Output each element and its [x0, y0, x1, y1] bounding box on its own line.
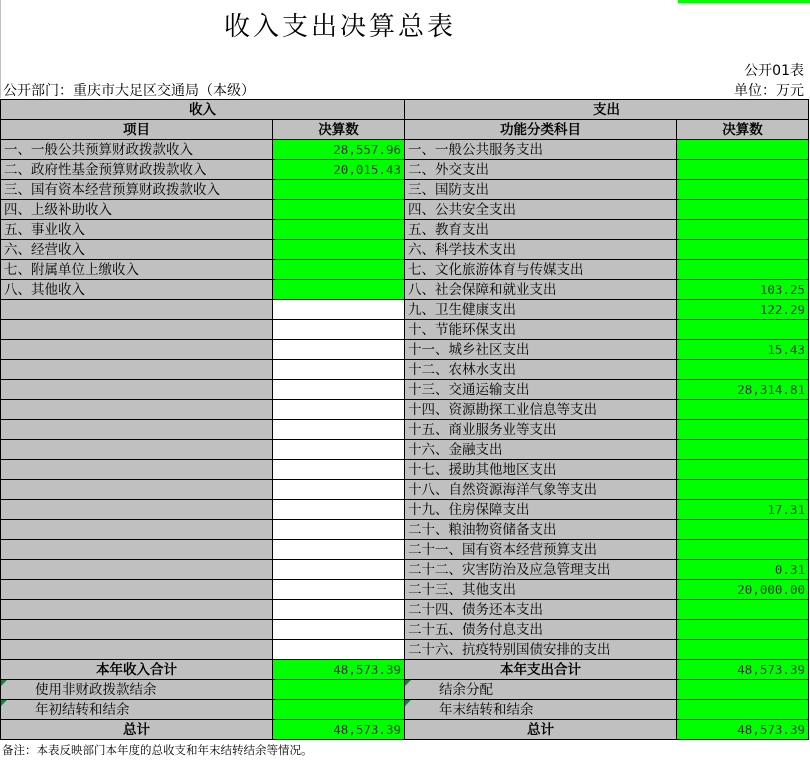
expense-item-label: 二十、粮油物资储备支出 — [405, 520, 677, 540]
grand-total-expense-label: 总计 — [405, 720, 677, 740]
income-total-value: 48,573.39 — [273, 660, 405, 680]
table-row — [1, 180, 809, 200]
income-empty-value — [273, 340, 405, 360]
income-item-value: 28,557.96 — [273, 140, 405, 160]
table-row — [1, 500, 809, 520]
income-empty-label — [1, 520, 273, 540]
table-row — [1, 300, 809, 320]
expense-item-label: 八、社会保障和就业支出 — [405, 280, 677, 300]
expense-total-label: 本年支出合计 — [405, 660, 677, 680]
table-row — [1, 320, 809, 340]
expense-item-value — [677, 600, 809, 620]
income-empty-label — [1, 580, 273, 600]
expense-item-value — [677, 460, 809, 480]
income-extra-label: 年初结转和结余 — [1, 700, 273, 720]
table-row — [1, 360, 809, 380]
expense-amount-header: 决算数 — [677, 120, 809, 140]
page-title: 收入支出决算总表 — [223, 12, 456, 42]
income-empty-label — [1, 300, 273, 320]
income-empty-value — [273, 500, 405, 520]
expense-item-label: 二十二、灾害防治及应急管理支出 — [405, 560, 677, 580]
expense-item-value — [677, 260, 809, 280]
expense-item-value — [677, 320, 809, 340]
table-row — [1, 340, 809, 360]
income-empty-label — [1, 600, 273, 620]
income-empty-label — [1, 340, 273, 360]
income-empty-value — [273, 620, 405, 640]
footnote: 备注：本表反映部门本年度的总收支和年末结转结余等情况。 — [2, 743, 313, 757]
income-empty-value — [273, 360, 405, 380]
expense-item-value — [677, 200, 809, 220]
income-item-label: 二、政府性基金预算财政拨款收入 — [1, 160, 273, 180]
income-empty-label — [1, 320, 273, 340]
expense-item-label: 九、卫生健康支出 — [405, 300, 677, 320]
income-empty-value — [273, 460, 405, 480]
table-row — [1, 400, 809, 420]
expense-item-value — [677, 480, 809, 500]
expense-item-value — [677, 520, 809, 540]
table-row — [1, 520, 809, 540]
table-row — [1, 140, 809, 160]
header-row-1 — [1, 100, 809, 120]
cell-flag-marker — [405, 680, 411, 686]
income-empty-value — [273, 580, 405, 600]
table-row — [1, 160, 809, 180]
table-row — [1, 420, 809, 440]
income-empty-value — [273, 440, 405, 460]
income-total-label: 本年收入合计 — [1, 660, 273, 680]
expense-item-value — [677, 140, 809, 160]
table-row — [1, 560, 809, 580]
income-item-label: 一、一般公共预算财政拨款收入 — [1, 140, 273, 160]
year-total-row — [1, 660, 809, 680]
grand-total-row — [1, 720, 809, 740]
expense-item-label: 十六、金融支出 — [405, 440, 677, 460]
table-row — [1, 440, 809, 460]
income-empty-value — [273, 320, 405, 340]
func-subject-header: 功能分类科目 — [405, 120, 677, 140]
income-empty-value — [273, 540, 405, 560]
table-row — [1, 200, 809, 220]
income-empty-label — [1, 640, 273, 660]
table-row — [1, 460, 809, 480]
grand-total-expense: 48,573.39 — [677, 720, 809, 740]
expense-item-label: 一、一般公共服务支出 — [405, 140, 677, 160]
income-empty-value — [273, 560, 405, 580]
expense-item-label: 二十三、其他支出 — [405, 580, 677, 600]
item-header: 项目 — [1, 120, 273, 140]
carryover-row — [1, 700, 809, 720]
expense-item-label: 十四、资源勘探工业信息等支出 — [405, 400, 677, 420]
expense-item-value — [677, 360, 809, 380]
expense-item-value: 20,000.00 — [677, 580, 809, 600]
expense-item-value: 15.43 — [677, 340, 809, 360]
expense-extra-label: 结余分配 — [405, 680, 677, 700]
income-item-value — [273, 260, 405, 280]
income-empty-label — [1, 360, 273, 380]
expense-item-value — [677, 240, 809, 260]
expense-item-value — [677, 620, 809, 640]
income-item-value — [273, 240, 405, 260]
income-empty-value — [273, 400, 405, 420]
table-row — [1, 640, 809, 660]
expense-item-label: 三、国防支出 — [405, 180, 677, 200]
income-empty-value — [273, 640, 405, 660]
expense-item-value — [677, 420, 809, 440]
expense-item-value — [677, 220, 809, 240]
expense-item-label: 十九、住房保障支出 — [405, 500, 677, 520]
income-empty-label — [1, 460, 273, 480]
income-empty-label — [1, 560, 273, 580]
table-row — [1, 580, 809, 600]
income-empty-label — [1, 400, 273, 420]
expense-item-value — [677, 540, 809, 560]
expense-item-label: 二十五、债务付息支出 — [405, 620, 677, 640]
income-empty-label — [1, 380, 273, 400]
expense-item-label: 二、外交支出 — [405, 160, 677, 180]
expense-item-value: 122.29 — [677, 300, 809, 320]
expense-item-label: 二十六、抗疫特别国债安排的支出 — [405, 640, 677, 660]
department-label: 公开部门：重庆市大足区交通局（本级） — [3, 83, 255, 99]
income-item-label: 六、经营收入 — [1, 240, 273, 260]
table-row — [1, 600, 809, 620]
final-accounts-table — [0, 99, 809, 740]
expense-extra-label: 年末结转和结余 — [405, 700, 677, 720]
income-empty-label — [1, 540, 273, 560]
income-item-label: 八、其他收入 — [1, 280, 273, 300]
expense-item-value — [677, 640, 809, 660]
expense-item-value: 103.25 — [677, 280, 809, 300]
expense-extra-value — [677, 680, 809, 700]
expense-item-value — [677, 160, 809, 180]
unit-label: 单位：万元 — [734, 83, 804, 99]
table-row — [1, 620, 809, 640]
expense-item-label: 十七、援助其他地区支出 — [405, 460, 677, 480]
income-item-label: 五、事业收入 — [1, 220, 273, 240]
table-row — [1, 220, 809, 240]
income-extra-value — [273, 680, 405, 700]
income-empty-value — [273, 380, 405, 400]
top-green-band — [678, 0, 810, 3]
grand-total-income: 48,573.39 — [273, 720, 405, 740]
income-empty-label — [1, 500, 273, 520]
expense-extra-value — [677, 700, 809, 720]
income-item-value — [273, 280, 405, 300]
income-empty-label — [1, 440, 273, 460]
income-empty-value — [273, 520, 405, 540]
header-row-2 — [1, 120, 809, 140]
income-extra-value — [273, 700, 405, 720]
table-row — [1, 380, 809, 400]
expense-item-value: 0.31 — [677, 560, 809, 580]
expense-item-value — [677, 400, 809, 420]
income-extra-label: 使用非财政拨款结余 — [1, 680, 273, 700]
expense-item-label: 四、公共安全支出 — [405, 200, 677, 220]
expense-item-label: 十、节能环保支出 — [405, 320, 677, 340]
income-empty-label — [1, 480, 273, 500]
income-item-value — [273, 200, 405, 220]
expense-item-label: 二十一、国有资本经营预算支出 — [405, 540, 677, 560]
table-row — [1, 260, 809, 280]
income-item-label: 七、附属单位上缴收入 — [1, 260, 273, 280]
income-empty-value — [273, 600, 405, 620]
income-empty-label — [1, 420, 273, 440]
income-header: 收入 — [1, 100, 405, 120]
expense-item-label: 十二、农林水支出 — [405, 360, 677, 380]
income-amount-header: 决算数 — [273, 120, 405, 140]
expense-item-label: 十八、自然资源海洋气象等支出 — [405, 480, 677, 500]
expense-item-label: 十三、交通运输支出 — [405, 380, 677, 400]
income-item-value — [273, 220, 405, 240]
income-empty-label — [1, 620, 273, 640]
expense-item-label: 二十四、债务还本支出 — [405, 600, 677, 620]
table-number: 公开01表 — [744, 63, 804, 79]
income-item-value — [273, 180, 405, 200]
table-row — [1, 540, 809, 560]
grand-total-label: 总计 — [1, 720, 273, 740]
expense-item-label: 五、教育支出 — [405, 220, 677, 240]
table-row — [1, 480, 809, 500]
cell-flag-marker — [405, 700, 411, 706]
cell-flag-marker — [1, 700, 7, 706]
expense-total-value: 48,573.39 — [677, 660, 809, 680]
expense-item-value: 28,314.81 — [677, 380, 809, 400]
expense-item-value: 17.31 — [677, 500, 809, 520]
carryover-row — [1, 680, 809, 700]
expense-item-label: 六、科学技术支出 — [405, 240, 677, 260]
expense-item-label: 七、文化旅游体育与传媒支出 — [405, 260, 677, 280]
income-item-label: 三、国有资本经营预算财政拨款收入 — [1, 180, 273, 200]
expense-item-label: 十五、商业服务业等支出 — [405, 420, 677, 440]
income-item-value: 20,015.43 — [273, 160, 405, 180]
table-row — [1, 280, 809, 300]
expense-item-value — [677, 180, 809, 200]
expense-item-value — [677, 440, 809, 460]
expense-header: 支出 — [405, 100, 809, 120]
table-row — [1, 240, 809, 260]
income-empty-value — [273, 420, 405, 440]
cell-flag-marker — [1, 680, 7, 686]
expense-item-label: 十一、城乡社区支出 — [405, 340, 677, 360]
income-empty-value — [273, 300, 405, 320]
income-empty-value — [273, 480, 405, 500]
income-item-label: 四、上级补助收入 — [1, 200, 273, 220]
